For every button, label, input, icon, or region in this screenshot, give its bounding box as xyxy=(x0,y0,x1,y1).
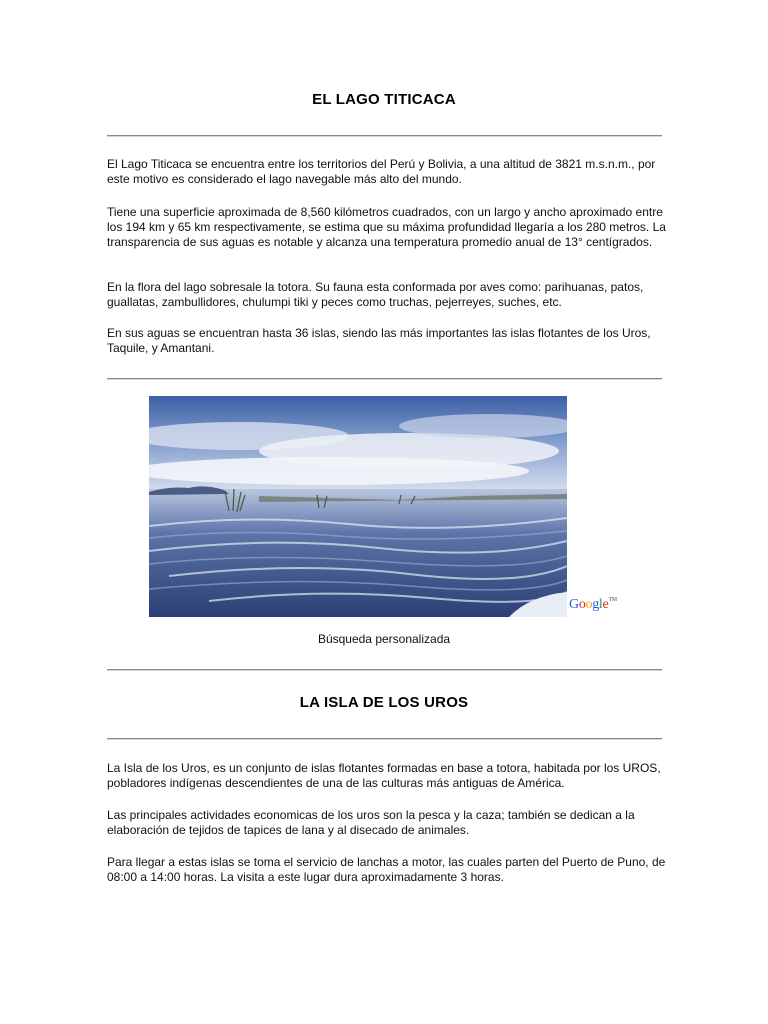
divider xyxy=(107,378,662,380)
section-title-isla-uros: LA ISLA DE LOS UROS xyxy=(299,694,469,711)
google-logo-letter: g xyxy=(592,597,599,612)
google-logo-letter: l xyxy=(598,597,603,612)
google-logo[interactable] xyxy=(569,597,617,613)
paragraph: Tiene una superficie aproximada de 8,560 kilómetros cuadrados, con un largo y ancho aproximado entre los 194 km y 65 km respectivamente, se estima que su máxima profundidad llegaría a los 280 metros. La transparencia de sus aguas es notable y alcanza una temperatura promedio anual de 13° centígrados. xyxy=(107,205,666,249)
paragraph: El Lago Titicaca se encuentra entre los territorios del Perú y Bolivia, a una altitud de 3821 m.s.n.m., por este motivo es considerado el lago navegable más alto del mundo. xyxy=(107,157,656,186)
google-logo-letter: o xyxy=(585,597,593,612)
divider xyxy=(107,135,662,137)
google-logo-letter: e xyxy=(602,597,609,612)
google-logo-tm: TM xyxy=(608,597,617,603)
paragraph: Las principales actividades economicas de los uros son la pesca y la caza; también se dedican a la elaboración de tejidos de tapices de lana y al disecado de animales. xyxy=(107,808,635,837)
paragraph: En sus aguas se encuentran hasta 36 islas, siendo las más importantes las islas flotantes de los Uros, Taquile, y Amantani. xyxy=(107,326,651,355)
photo-caption: Búsqueda personalizada xyxy=(317,632,451,646)
paragraph: Para llegar a estas islas se toma el servicio de lanchas a motor, las cuales parten del Puerto de Puno, de 08:00 a 14:00 horas. La visita a este lugar dura aproximadamente 3 horas. xyxy=(107,855,666,884)
divider xyxy=(107,738,662,740)
paragraph: La Isla de los Uros, es un conjunto de islas flotantes formadas en base a totora, habitada por los UROS, pobladores indígenas descendientes de una de las culturas más antiguas de América. xyxy=(107,761,661,790)
lake-photo xyxy=(149,396,567,617)
paragraph: En la flora del lago sobresale la totora. Su fauna esta conformada por aves como: parihuanas, patos, guallatas, zambullidores, chulumpi tiki y peces como truchas, pejerreyes, suches, etc. xyxy=(107,280,644,309)
lake-photo-image xyxy=(149,396,567,617)
google-logo-letter: o xyxy=(578,597,586,612)
google-logo-letter: G xyxy=(569,597,579,612)
section-title-lago-titicaca: EL LAGO TITICACA xyxy=(312,91,456,108)
divider xyxy=(107,669,662,671)
